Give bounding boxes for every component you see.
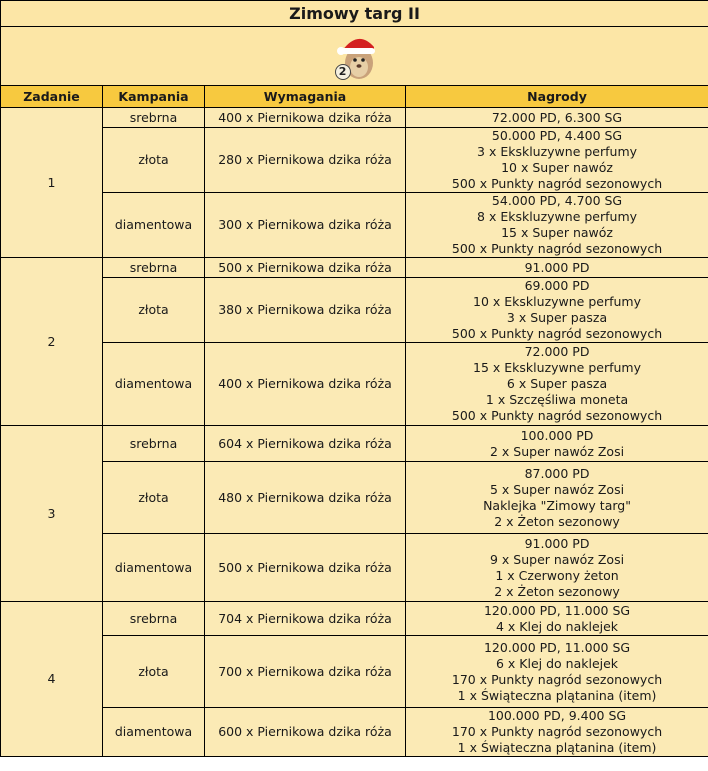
nagrody-cell [406,426,708,462]
banner [1,27,708,86]
kampania-cell: srebrna [103,602,205,636]
kampania-cell: srebrna [103,258,205,278]
wymagania-cell: 700 x Piernikowa dzika róża [205,636,406,708]
reward-line: Naklejka "Zimowy targ" [483,497,631,513]
reward-line: 6 x Klej do naklejek [496,655,619,671]
reward-line: 8 x Ekskluzywne perfumy [477,209,638,224]
reward-line: 100.000 PD, 9.400 SG [487,708,627,723]
wymagania-cell: 500 x Piernikowa dzika róża [205,534,406,602]
table-row [1,193,708,258]
santa-character-icon [330,27,380,81]
nagrody-cell [406,602,708,636]
table-row [1,602,708,636]
table-row [1,128,708,193]
reward-line: 72.000 PD [524,344,590,359]
kampania-cell: diamentowa [103,343,205,426]
kampania-cell: złota [103,636,205,708]
reward-line: 1 x Szczęśliwa moneta [485,392,629,407]
header-wymagania: Wymagania [205,86,406,108]
reward-line: 2 x Żeton sezonowy [494,583,620,599]
reward-line: 50.000 PD, 4.400 SG [491,128,623,143]
nagrody-cell [406,343,708,426]
table-row [1,278,708,343]
nagrody-cell [406,636,708,708]
table-row [1,462,708,534]
wymagania-cell: 500 x Piernikowa dzika róża [205,258,406,278]
kampania-cell: srebrna [103,108,205,128]
nagrody-cell [406,708,708,757]
zadanie-cell: 2 [1,258,103,426]
reward-line: 3 x Ekskluzywne perfumy [477,144,638,159]
nagrody-cell [406,258,708,278]
header-zadanie: Zadanie [1,86,103,108]
reward-line: 10 x Super nawóz [501,160,613,175]
kampania-cell: srebrna [103,426,205,462]
kampania-cell: diamentowa [103,708,205,757]
reward-line: 15 x Super nawóz [501,225,613,240]
reward-line: 1 x Czerwony żeton [495,567,619,583]
reward-line: 4 x Klej do naklejek [496,618,619,634]
wymagania-cell: 280 x Piernikowa dzika róża [205,128,406,193]
reward-line: 170 x Punkty nagród sezonowych [451,671,663,687]
reward-line: 1 x Świąteczna plątanina (item) [457,740,657,755]
reward-line: 2 x Żeton sezonowy [494,513,620,529]
reward-line: 1 x Świąteczna plątanina (item) [457,687,657,703]
kampania-cell: złota [103,462,205,534]
nagrody-cell [406,108,708,128]
table-body [1,108,708,757]
kampania-cell: diamentowa [103,534,205,602]
reward-line: 9 x Super nawóz Zosi [489,551,625,567]
reward-line: 54.000 PD, 4.700 SG [491,193,623,208]
reward-line: 15 x Ekskluzywne perfumy [473,360,641,375]
nagrody-cell [406,534,708,602]
reward-line: 6 x Super pasza [506,376,608,391]
wymagania-cell: 704 x Piernikowa dzika róża [205,602,406,636]
nagrody-cell [406,128,708,193]
level-badge: 2 [335,64,351,80]
wymagania-cell: 400 x Piernikowa dzika róża [205,108,406,128]
table-row [1,258,708,278]
nagrody-cell [406,462,708,534]
reward-line: 100.000 PD [520,427,594,443]
table-title: Zimowy targ II [1,1,708,27]
kampania-cell: złota [103,278,205,343]
table-row [1,708,708,757]
wymagania-cell: 480 x Piernikowa dzika róża [205,462,406,534]
kampania-cell: diamentowa [103,193,205,258]
zadanie-cell: 1 [1,108,103,258]
reward-line: 120.000 PD, 11.000 SG [483,602,631,618]
wymagania-cell: 300 x Piernikowa dzika róża [205,193,406,258]
table-row [1,343,708,426]
reward-line: 87.000 PD [524,465,590,481]
reward-line: 91.000 PD [524,259,590,275]
reward-line: 170 x Punkty nagród sezonowych [451,724,663,739]
reward-line: 500 x Punkty nagród sezonowych [451,176,663,191]
zadanie-cell: 4 [1,602,103,757]
reward-line: 10 x Ekskluzywne perfumy [473,294,641,309]
reward-line: 91.000 PD [524,535,590,551]
table-row [1,534,708,602]
table-row [1,426,708,462]
table-row [1,636,708,708]
nagrody-cell [406,278,708,343]
wymagania-cell: 604 x Piernikowa dzika róża [205,426,406,462]
header-nagrody: Nagrody [406,86,708,108]
reward-line: 500 x Punkty nagród sezonowych [451,408,663,423]
header-kampania: Kampania [103,86,205,108]
reward-line: 72.000 PD, 6.300 SG [491,109,623,125]
zadanie-cell: 3 [1,426,103,602]
table-row [1,108,708,128]
kampania-cell: złota [103,128,205,193]
reward-line: 500 x Punkty nagród sezonowych [451,326,663,341]
reward-line: 2 x Super nawóz Zosi [489,443,625,459]
reward-line: 500 x Punkty nagród sezonowych [451,241,663,256]
wymagania-cell: 400 x Piernikowa dzika róża [205,343,406,426]
reward-line: 120.000 PD, 11.000 SG [483,639,631,655]
reward-line: 5 x Super nawóz Zosi [489,481,625,497]
wymagania-cell: 600 x Piernikowa dzika róża [205,708,406,757]
nagrody-cell [406,193,708,258]
wymagania-cell: 380 x Piernikowa dzika róża [205,278,406,343]
reward-line: 69.000 PD [524,278,590,293]
reward-line: 3 x Super pasza [506,310,608,325]
